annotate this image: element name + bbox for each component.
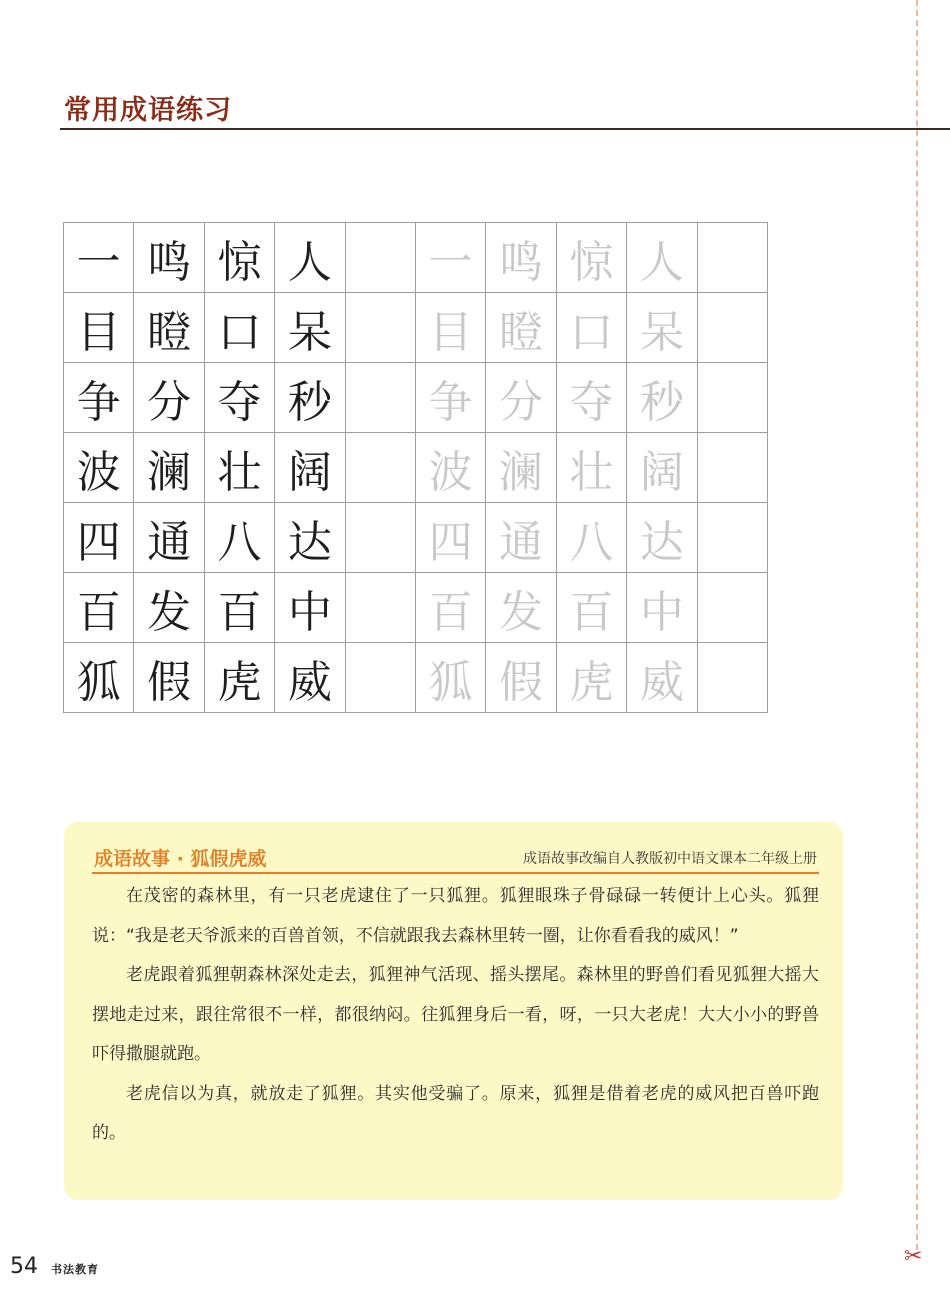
trace-cell: 通 bbox=[486, 503, 556, 573]
model-cell: 壮 bbox=[205, 433, 275, 503]
trace-cell bbox=[698, 503, 768, 573]
model-cell: 中 bbox=[275, 573, 345, 643]
trace-cell bbox=[698, 643, 768, 713]
trace-cell: 中 bbox=[627, 573, 697, 643]
trace-cell: 鸣 bbox=[486, 223, 556, 293]
trace-cell: 壮 bbox=[557, 433, 627, 503]
model-cell bbox=[346, 223, 416, 293]
story-source: 成语故事改编自人教版初中语文课本二年级上册 bbox=[523, 851, 817, 867]
model-cell: 波 bbox=[64, 433, 134, 503]
trace-cell: 分 bbox=[486, 363, 556, 433]
trace-cell: 发 bbox=[486, 573, 556, 643]
trace-cell: 假 bbox=[486, 643, 556, 713]
trace-cell: 秒 bbox=[627, 363, 697, 433]
practice-grid bbox=[63, 222, 768, 713]
footer-label: 书法教育 bbox=[51, 1263, 99, 1276]
model-cell bbox=[346, 643, 416, 713]
story-paragraph: 老虎跟着狐狸朝森林深处走去，狐狸神气活现、摇头摆尾。森林里的野兽们看见狐狸大摇大摆地走过来，跟往常很不一样，都很纳闷。往狐狸身后一看，呀，一只大老虎！大大小小的野兽吓得撒腿就跑。 bbox=[92, 965, 819, 1064]
trace-cell: 八 bbox=[557, 503, 627, 573]
trace-cell bbox=[698, 363, 768, 433]
model-cell: 澜 bbox=[134, 433, 204, 503]
model-cell: 呆 bbox=[275, 293, 345, 363]
model-cell: 虎 bbox=[205, 643, 275, 713]
model-cell: 人 bbox=[275, 223, 345, 293]
trace-cell: 目 bbox=[416, 293, 486, 363]
model-cell: 威 bbox=[275, 643, 345, 713]
model-cell: 争 bbox=[64, 363, 134, 433]
trace-cell: 瞪 bbox=[486, 293, 556, 363]
model-cell: 口 bbox=[205, 293, 275, 363]
model-cell: 秒 bbox=[275, 363, 345, 433]
trace-cell: 波 bbox=[416, 433, 486, 503]
title-divider bbox=[60, 128, 950, 130]
trace-cell: 争 bbox=[416, 363, 486, 433]
cut-line bbox=[916, 0, 918, 1250]
model-cell bbox=[346, 573, 416, 643]
model-cell: 四 bbox=[64, 503, 134, 573]
model-cell bbox=[346, 293, 416, 363]
idiom-story-box bbox=[64, 822, 843, 1200]
model-cell: 鸣 bbox=[134, 223, 204, 293]
trace-cell: 百 bbox=[557, 573, 627, 643]
model-cell: 百 bbox=[205, 573, 275, 643]
model-cell: 百 bbox=[64, 573, 134, 643]
model-cell: 夺 bbox=[205, 363, 275, 433]
trace-cell: 惊 bbox=[557, 223, 627, 293]
trace-cell: 口 bbox=[557, 293, 627, 363]
trace-cell: 人 bbox=[627, 223, 697, 293]
story-title: 成语故事 · 狐假虎威 bbox=[94, 848, 267, 870]
model-cell: 发 bbox=[134, 573, 204, 643]
trace-cell: 澜 bbox=[486, 433, 556, 503]
trace-cell: 虎 bbox=[557, 643, 627, 713]
model-cell: 达 bbox=[275, 503, 345, 573]
trace-cell: 百 bbox=[416, 573, 486, 643]
model-cell: 瞪 bbox=[134, 293, 204, 363]
model-cell: 分 bbox=[134, 363, 204, 433]
trace-cell bbox=[698, 223, 768, 293]
trace-cell bbox=[698, 573, 768, 643]
model-cell: 八 bbox=[205, 503, 275, 573]
page-title: 常用成语练习 bbox=[64, 95, 232, 126]
trace-cell bbox=[698, 293, 768, 363]
model-cell bbox=[346, 503, 416, 573]
model-cell: 目 bbox=[64, 293, 134, 363]
trace-cell: 四 bbox=[416, 503, 486, 573]
scissors-icon: ✂ bbox=[904, 1244, 923, 1269]
trace-cell bbox=[698, 433, 768, 503]
model-cell: 通 bbox=[134, 503, 204, 573]
model-cell: 阔 bbox=[275, 433, 345, 503]
model-cell: 惊 bbox=[205, 223, 275, 293]
page-number: 54 bbox=[10, 1254, 38, 1279]
story-paragraph: 在茂密的森林里，有一只老虎逮住了一只狐狸。狐狸眼珠子骨碌碌一转便计上心头。狐狸说：“我是老天爷派来的百兽首领，不信就跟我去森林里转一圈，让你看看我的威风！” bbox=[92, 886, 819, 946]
trace-cell: 阔 bbox=[627, 433, 697, 503]
story-body bbox=[92, 877, 819, 1154]
trace-cell: 一 bbox=[416, 223, 486, 293]
model-cell: 假 bbox=[134, 643, 204, 713]
trace-cell: 威 bbox=[627, 643, 697, 713]
model-cell bbox=[346, 433, 416, 503]
model-cell: 一 bbox=[64, 223, 134, 293]
trace-cell: 夺 bbox=[557, 363, 627, 433]
story-divider bbox=[92, 872, 819, 874]
story-paragraph: 老虎信以为真，就放走了狐狸。其实他受骗了。原来，狐狸是借着老虎的威风把百兽吓跑的。 bbox=[92, 1083, 819, 1143]
model-cell bbox=[346, 363, 416, 433]
trace-cell: 狐 bbox=[416, 643, 486, 713]
model-cell: 狐 bbox=[64, 643, 134, 713]
trace-cell: 呆 bbox=[627, 293, 697, 363]
trace-cell: 达 bbox=[627, 503, 697, 573]
